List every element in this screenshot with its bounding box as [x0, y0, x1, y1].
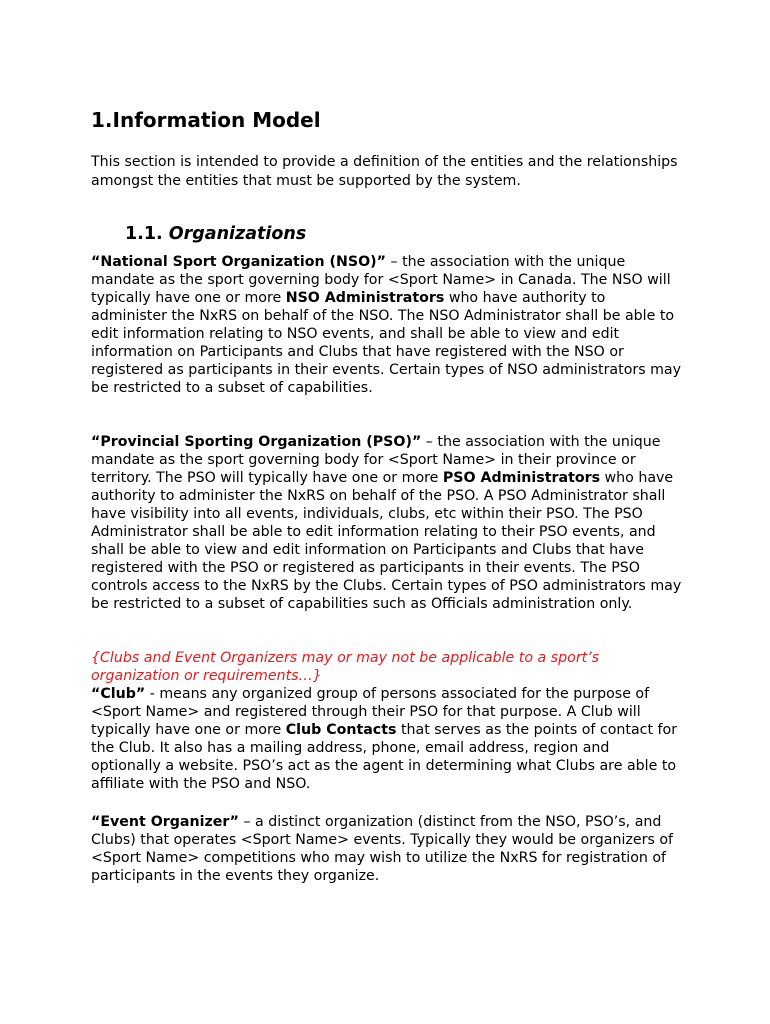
event-organizer-term: “Event Organizer” [91, 814, 239, 830]
nso-text-1: – the association with the unique mandate as the sport governing body for <Sport Name> in Canada. The NSO will typically have one or more [91, 254, 671, 307]
pso-text-2: who have authority to administer the NxRS on behalf of the PSO. A PSO Administrator shall have visibility into all events, individuals, clubs, etc within their PSO. The PSO Administrator shall be able to edit information relating to their PSO events, and shall be able to view and edit information on Participants and Clubs that have registered with the PSO or registered as participants in their events. The PSO controls access to the NxRS by the Clubs. Certain types of PSO administrators may be restricted to a subset of capabilities such as Officials administration only. [91, 470, 682, 613]
club-definition [91, 649, 683, 793]
event-organizer-text: – a distinct organization (distinct from the NSO, PSO’s, and Clubs) that operates <Sport Name> events. Typically they would be organizers of <Sport Name> competitions who may wish to utilize the NxRS for registration of participants in the events they organize. [91, 814, 674, 885]
subsection-number: 1.1. [125, 224, 163, 244]
pso-administrators-term: PSO Administrators [442, 470, 601, 487]
event-organizer-definition [91, 813, 683, 885]
club-text-1: - means any organized group of persons associated for the purpose of <Sport Name> and registered through their PSO for that purpose. A Club will typically have one or more [91, 686, 650, 739]
subsection-heading [125, 224, 306, 244]
club-contacts-term: Club Contacts [285, 722, 397, 739]
section-heading [91, 108, 321, 132]
nso-term: “National Sport Organization (NSO)” [91, 254, 386, 270]
section-number: 1. [91, 108, 113, 132]
applicability-note: {Clubs and Event Organizers may or may not be applicable to a sport’s organization or requirements…} [91, 650, 600, 685]
nso-definition [91, 253, 683, 397]
nso-text-2: who have authority to administer the NxRS on behalf of the NSO. The NSO Administrator shall be able to edit information relating to NSO events, and shall be able to view and edit information on Participants and Clubs that have registered with the NSO or registered as participants in their events. Certain types of NSO administrators may be restricted to a subset of capabilities. [91, 290, 682, 397]
pso-definition [91, 433, 683, 613]
section-title: Information Model [112, 108, 321, 132]
subsection-title: Organizations [168, 224, 307, 244]
pso-text-1: – the association with the unique mandate as the sport governing body for <Sport Name> in their province or territory. The PSO will typically have one or more [91, 434, 661, 487]
pso-term: “Provincial Sporting Organization (PSO)” [91, 434, 422, 450]
club-term: “Club” [91, 686, 146, 703]
club-text-2: that serves as the points of contact for the Club. It also has a mailing address, phone, email address, region and optionally a website. PSO’s act as the agent in determining what Clubs are able to affiliate with the PSO and NSO. [91, 722, 678, 793]
intro-paragraph: This section is intended to provide a definition of the entities and the relationships amongst the entities that must be supported by the system. [91, 154, 678, 189]
nso-administrators-term: NSO Administrators [285, 290, 445, 307]
